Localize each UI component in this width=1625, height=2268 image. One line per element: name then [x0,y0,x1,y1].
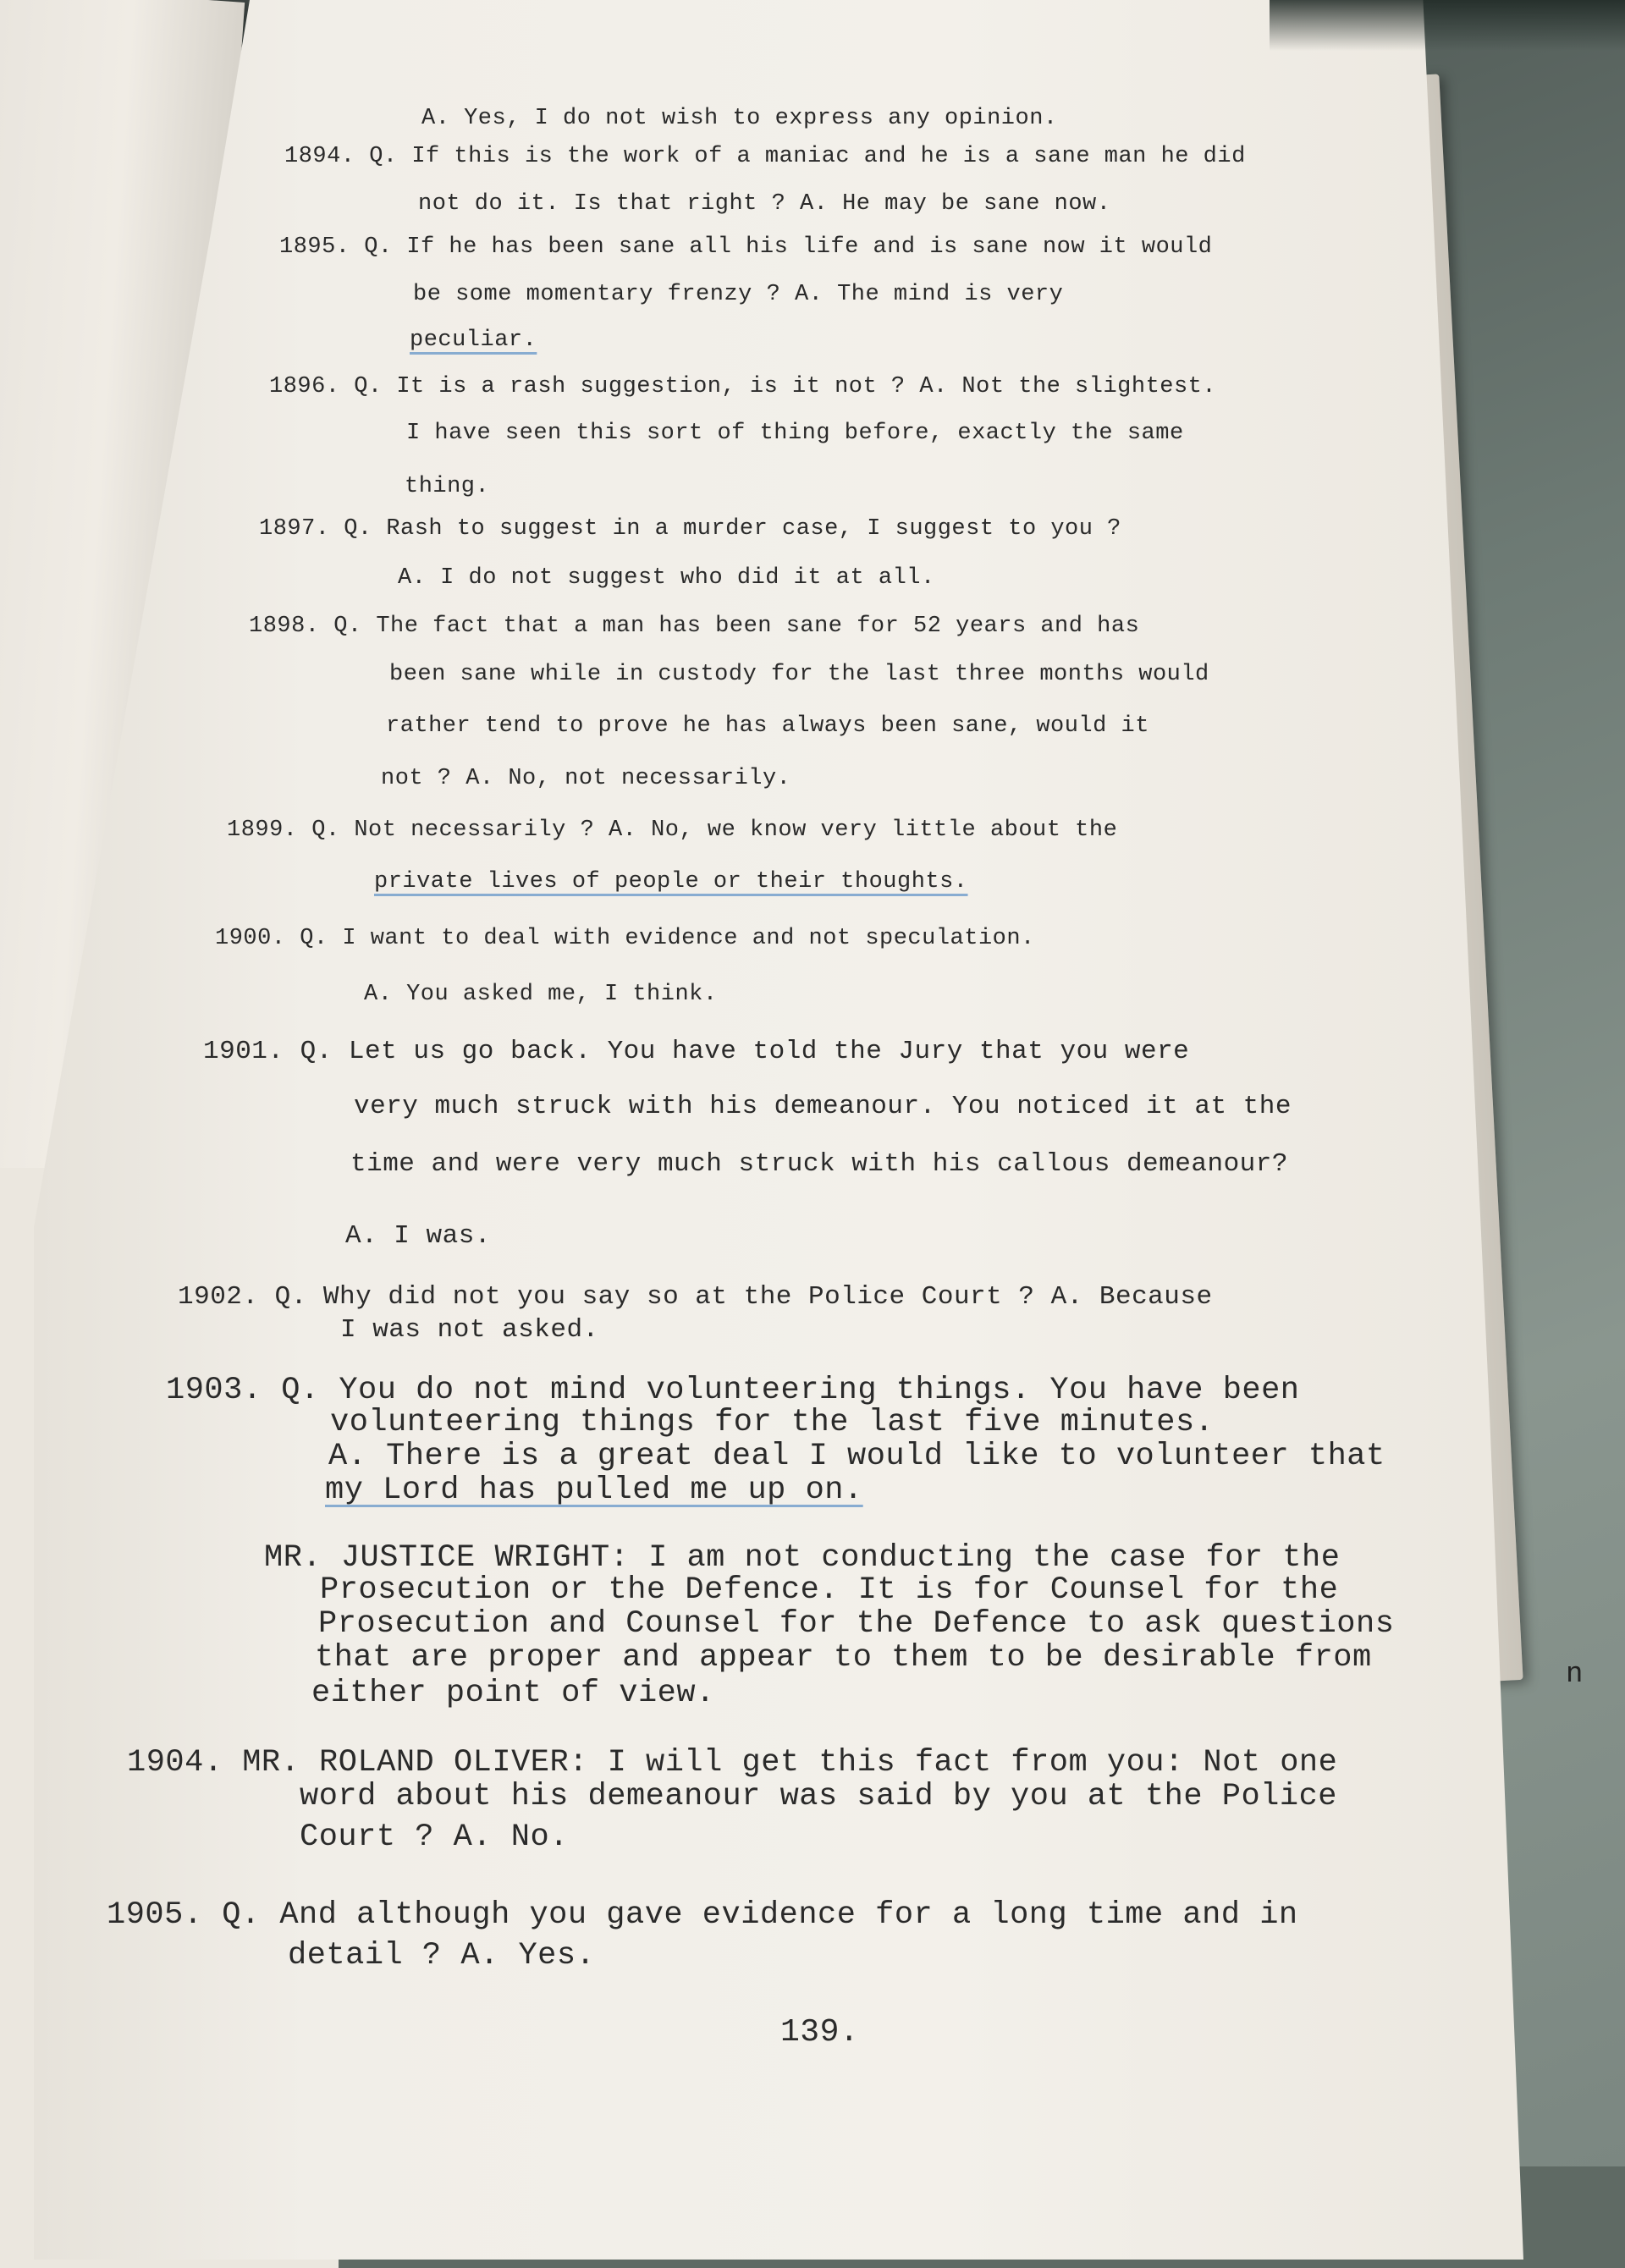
text-line: not ? A. No, not necessarily. [381,766,791,791]
text-line: rather tend to prove he has always been sane, would it [386,713,1149,739]
text-line: be some momentary frenzy ? A. The mind is very [413,282,1064,307]
text-line: I have seen this sort of thing before, exactly the same [406,421,1184,446]
text-line: Prosecution or the Defence. It is for Counsel for the [320,1572,1339,1608]
text-line: 1901. Q. Let us go back. You have told the Jury that you were [203,1037,1190,1066]
text-line: 1905. Q. And although you gave evidence for a long time and in [107,1897,1298,1933]
text-line: detail ? A. Yes. [288,1938,596,1973]
text-line: volunteering things for the last five minutes. [330,1405,1215,1440]
text-line: 1899. Q. Not necessarily ? A. No, we know very little about the [227,817,1118,843]
text-line: Prosecution and Counsel for the Defence to ask questions [318,1606,1395,1642]
text-line: 1897. Q. Rash to suggest in a murder case, I suggest to you ? [259,516,1121,542]
text-line: 1894. Q. If this is the work of a maniac and he is a sane man he did [284,144,1246,169]
text-line: A. I was. [345,1221,491,1251]
text-line: I was not asked. [340,1315,599,1345]
edge-fragment: n [1566,1659,1584,1691]
text-line: either point of view. [311,1676,715,1711]
text-line: A. You asked me, I think. [364,982,718,1007]
text-line: A. Yes, I do not wish to express any opinion. [421,106,1058,131]
text-line: peculiar. [410,328,537,353]
text-line: 1895. Q. If he has been sane all his life and is sane now it would [279,234,1213,260]
text-line: 1896. Q. It is a rash suggestion, is it not ? A. Not the slightest. [269,374,1217,399]
text-line: that are proper and appear to them to be desirable from [315,1640,1372,1676]
text-line: not do it. Is that right ? A. He may be sane now. [418,191,1111,217]
text-line: A. There is a great deal I would like to volunteer that [328,1439,1385,1474]
text-line: word about his demeanour was said by you at the Police [300,1779,1337,1814]
text-line: 1898. Q. The fact that a man has been sane for 52 years and has [249,614,1140,639]
text-line: time and were very much struck with his callous demeanour? [350,1149,1288,1179]
text-line: A. I do not suggest who did it at all. [398,565,935,591]
text-line: 1900. Q. I want to deal with evidence and not speculation. [215,926,1035,951]
text-line: MR. JUSTICE WRIGHT: I am not conducting the case for the [264,1540,1341,1576]
text-line: been sane while in custody for the last three months would [389,662,1209,687]
text-line: my Lord has pulled me up on. [325,1473,863,1508]
text-line: 1903. Q. You do not mind volunteering things. You have been [166,1373,1300,1408]
page-number: 139. [780,2014,860,2051]
text-line: very much struck with his demeanour. You noticed it at the [354,1092,1292,1121]
text-line: Court ? A. No. [300,1819,569,1855]
text-line: thing. [405,474,490,499]
text-line: 1904. MR. ROLAND OLIVER: I will get this fact from you: Not one [127,1745,1338,1781]
text-line: 1902. Q. Why did not you say so at the Police Court ? A. Because [178,1282,1213,1312]
text-line: private lives of people or their thoughts. [374,869,968,895]
